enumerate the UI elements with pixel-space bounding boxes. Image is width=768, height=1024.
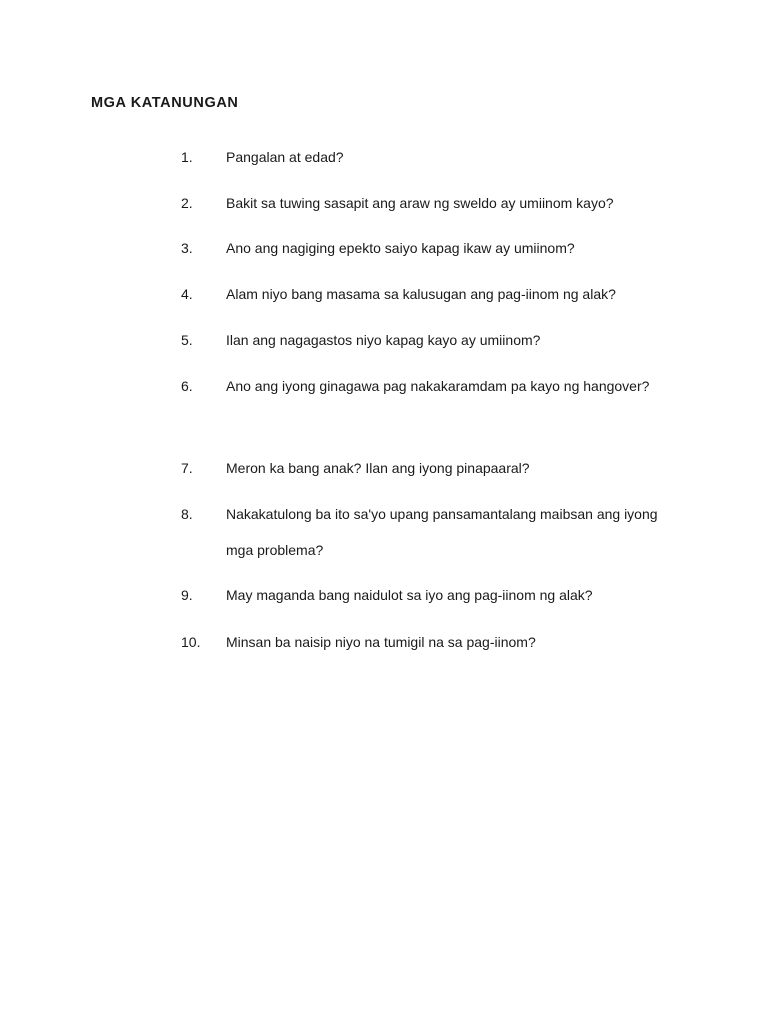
question-text: Pangalan at edad? <box>226 149 344 165</box>
question-number: 4. <box>181 286 193 302</box>
question-text: Ano ang nagiging epekto saiyo kapag ikaw ay umiinom? <box>226 240 575 256</box>
question-text: Meron ka bang anak? Ilan ang iyong pinapaaral? <box>226 460 530 476</box>
question-number: 5. <box>181 332 193 348</box>
question-text: Minsan ba naisip niyo na tumigil na sa pag-iinom? <box>226 634 536 650</box>
question-text: May maganda bang naidulot sa iyo ang pag-iinom ng alak? <box>226 587 593 603</box>
question-text: Ilan ang nagagastos niyo kapag kayo ay umiinom? <box>226 332 541 348</box>
question-number: 8. <box>181 506 193 522</box>
question-number: 6. <box>181 378 193 394</box>
question-number: 3. <box>181 240 193 256</box>
question-text: Nakakatulong ba ito sa'yo upang pansamantalang maibsan ang iyong mga problema? <box>226 506 658 558</box>
question-text: Alam niyo bang masama sa kalusugan ang pag-iinom ng alak? <box>226 286 616 302</box>
question-number: 1. <box>181 149 193 165</box>
question-number: 2. <box>181 195 193 211</box>
question-number: 10. <box>181 634 201 650</box>
page-title: MGA KATANUNGAN <box>91 95 239 111</box>
question-text: Ano ang iyong ginagawa pag nakakaramdam pa kayo ng hangover? <box>226 378 650 394</box>
question-number: 9. <box>181 587 193 603</box>
question-text: Bakit sa tuwing sasapit ang araw ng sweldo ay umiinom kayo? <box>226 195 614 211</box>
question-number: 7. <box>181 460 193 476</box>
